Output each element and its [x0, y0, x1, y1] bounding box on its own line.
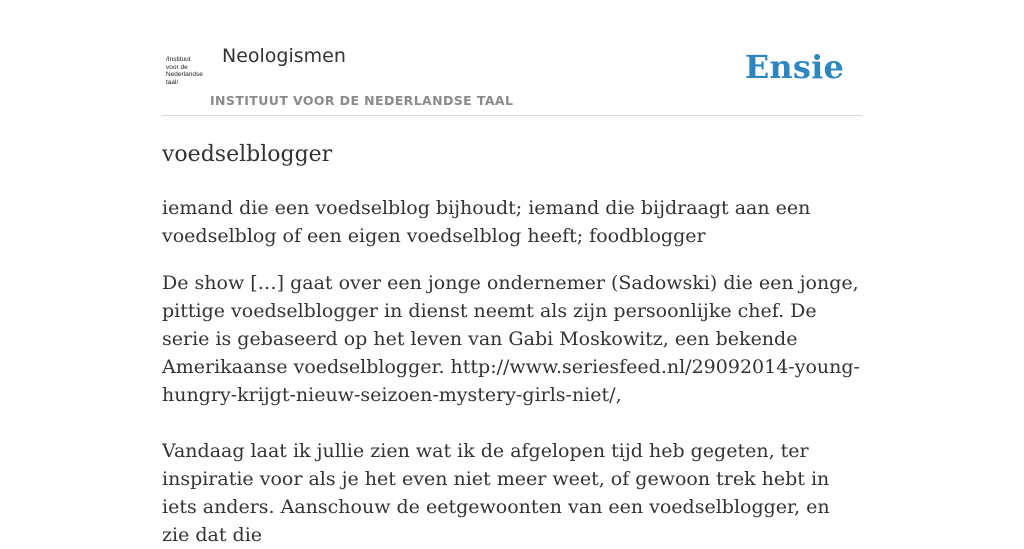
entry-definition: iemand die een voedselblog bijhoudt; iemand die bijdraagt aan een voedselblog of een eigen voedselblog heeft; foodblogger: [162, 197, 811, 247]
content-container: [162, 0, 862, 549]
site-title-link[interactable]: Neologismen: [222, 45, 346, 67]
logo-line: /Instituut: [166, 56, 191, 63]
site-header: [162, 0, 862, 116]
institute-logo[interactable]: [166, 56, 208, 90]
logo-line: Nederlandse: [166, 71, 203, 78]
logo-line: taal/: [166, 78, 179, 86]
entry-headword: voedselblogger: [162, 142, 333, 167]
institute-subtitle: INSTITUUT VOOR DE NEDERLANDSE TAAL: [210, 93, 514, 108]
ensie-brand-link[interactable]: Ensie: [744, 48, 844, 86]
entry-example: De show […] gaat over een jonge ondernemer (Sadowski) die een jonge, pittige voedselblogger in dienst neemt als zijn persoonlijke chef. De serie is gebaseerd op het leven van Gabi Moskowitz, een bekende Amerikaanse voedselblogger. http://www.seriesfeed.nl/29092014-young-hungry-krijgt-nieuw-seizoen-mystery-girls-niet/, Vandaag laat ik jullie zien wat ik de afgelopen tijd heb gegeten, ter inspiratie voor als je het even niet meer weet, of gewoon trek hebt in iets anders. Aanschouw de eetgewoonten van een voedselblogger, en zie dat die: [162, 272, 860, 546]
logo-line: voor de: [166, 63, 188, 71]
